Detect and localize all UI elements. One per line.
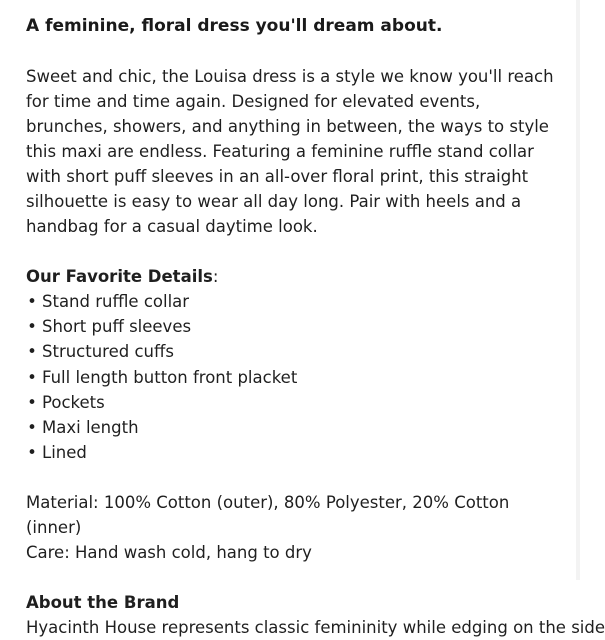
list-item (27, 390, 562, 415)
care-info: Care: Hand wash cold, hang to dry (26, 543, 312, 563)
product-description (26, 14, 605, 640)
list-item (27, 440, 562, 465)
description-headline: A feminine, floral dress you'll dream about. (26, 16, 443, 36)
description-paragraph: Sweet and chic, the Louisa dress is a style we know you'll reach for time and time again. Designed for elevated events, brunches, showers, and anything in between, the ways to style this maxi are endless. Featuring a feminine ruffle stand collar with short puff sleeves in an all-over floral print, this straight silhouette is easy to wear all day long. Pair with heels and a handbag for a casual daytime look. (26, 67, 554, 236)
list-item (27, 339, 562, 364)
list-item-label: Full length button front placket (42, 367, 298, 387)
bullet-icon: • (27, 443, 37, 463)
list-item-label: Short puff sleeves (42, 317, 192, 337)
about-brand-heading: About the Brand (26, 593, 180, 613)
favorite-details-heading-colon: : (212, 267, 219, 286)
section-spacer (26, 565, 562, 590)
list-item (27, 365, 562, 390)
list-item-label: Structured cuffs (42, 342, 174, 362)
about-brand-text: Hyacinth House represents classic femininity while edging on the side (26, 618, 605, 638)
bullet-icon: • (27, 342, 37, 362)
favorite-details-heading (26, 264, 562, 289)
material-info: Material: 100% Cotton (outer), 80% Polyester, 20% Cotton (inner) (26, 493, 510, 538)
list-item (27, 289, 562, 314)
list-item-label: Lined (42, 443, 87, 463)
favorite-details-heading-text: Our Favorite Details (26, 267, 213, 286)
list-item (27, 314, 562, 339)
list-item-label: Stand ruffle collar (42, 292, 190, 311)
bullet-icon: • (27, 392, 37, 412)
scrollbar[interactable] (576, 0, 580, 580)
bullet-icon: • (27, 317, 37, 337)
list-item-label: Maxi length (42, 418, 139, 438)
bullet-icon: • (27, 418, 37, 438)
bullet-icon: • (27, 292, 37, 311)
list-item (27, 415, 562, 440)
bullet-icon: • (27, 367, 37, 387)
list-item-label: Pockets (42, 392, 105, 412)
favorite-details-list (26, 289, 562, 465)
